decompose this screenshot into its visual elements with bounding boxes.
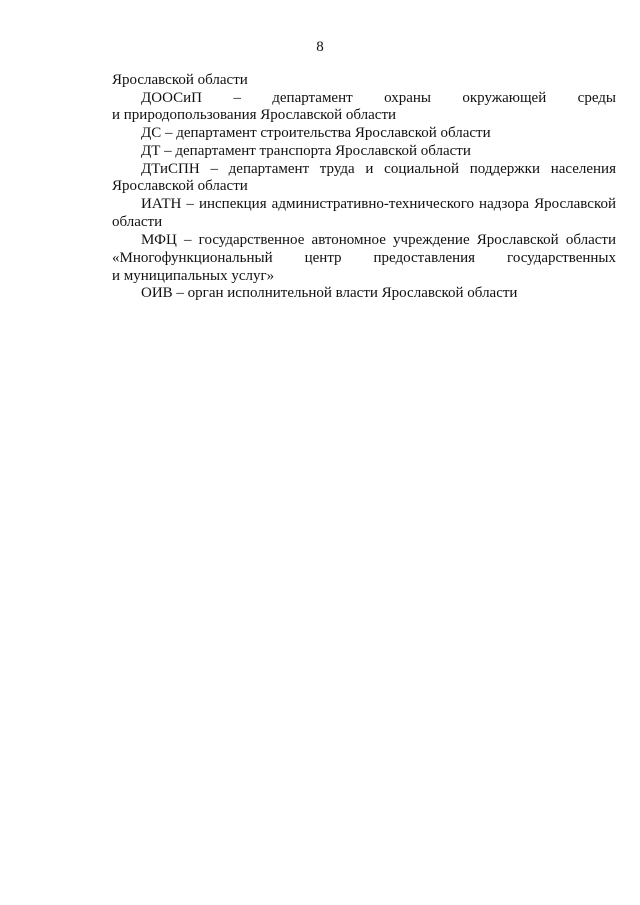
abbreviation-oiv: ОИВ – орган исполнительной власти Ярославской области bbox=[141, 285, 518, 302]
abbreviation-iatn: ИАТН – инспекция административно-технического надзора Ярославской bbox=[141, 195, 616, 212]
abbreviation-doosip: ДООСиП – департамент охраны окружающей среды bbox=[141, 89, 616, 106]
abbreviation-mfc-cont-2: и муниципальных услуг» bbox=[112, 267, 275, 284]
abbreviation-dtispn-cont: Ярославской области bbox=[112, 178, 248, 195]
abbreviation-ds: ДС – департамент строительства Ярославской области bbox=[141, 125, 491, 142]
abbreviation-mfc-cont: «Многофункциональный центр предоставления государственных bbox=[112, 250, 616, 267]
abbreviation-doosip-cont: и природопользования Ярославской области bbox=[112, 107, 397, 124]
abbreviation-dt: ДТ – департамент транспорта Ярославской области bbox=[141, 142, 471, 159]
text-line-continuation: Ярославской области bbox=[112, 72, 248, 88]
page-number: 8 bbox=[316, 39, 324, 55]
abbreviation-iatn-cont: области bbox=[112, 213, 163, 230]
abbreviation-dtispn: ДТиСПН – департамент труда и социальной поддержки населения bbox=[141, 160, 616, 177]
abbreviations-list bbox=[112, 72, 616, 303]
abbreviation-mfc: МФЦ – государственное автономное учреждение Ярославской области bbox=[141, 232, 616, 249]
